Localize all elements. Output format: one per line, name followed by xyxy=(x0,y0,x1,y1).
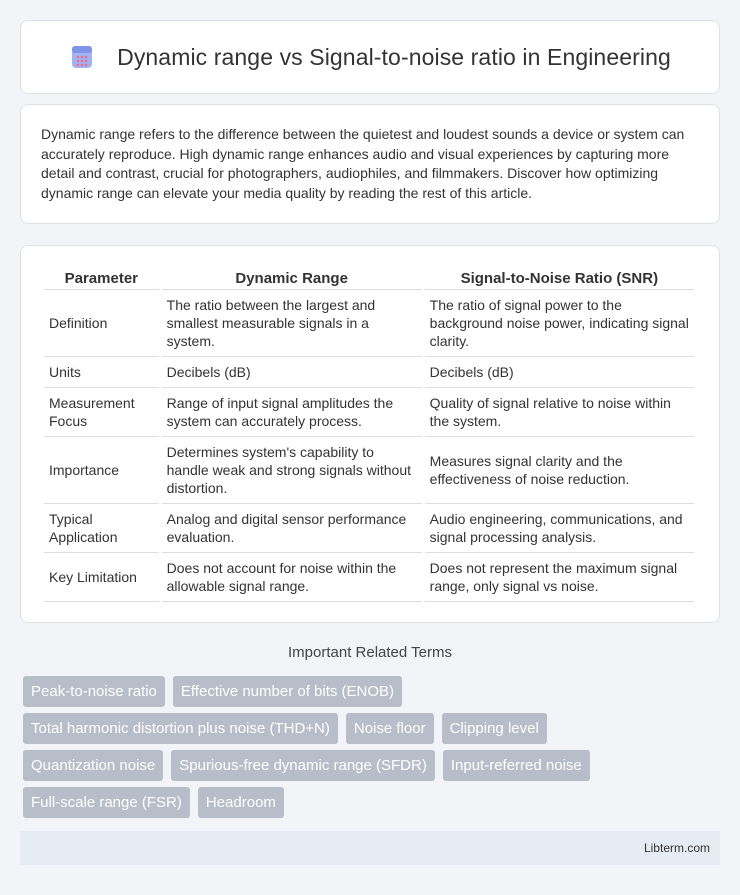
table-cell: The ratio between the largest and smallest measurable signals in a system. xyxy=(162,290,422,357)
column-header: Dynamic Range xyxy=(162,264,422,290)
related-term-tag[interactable]: Noise floor xyxy=(346,713,434,744)
related-term-tag[interactable]: Headroom xyxy=(198,787,284,818)
footer-brand-link[interactable]: Libterm.com xyxy=(643,841,710,855)
table-cell: Definition xyxy=(44,290,159,357)
table-cell: Units xyxy=(44,357,159,388)
related-term-tag[interactable]: Clipping level xyxy=(442,713,547,744)
table-cell: Measures signal clarity and the effectiveness of noise reduction. xyxy=(425,437,694,504)
tag-row xyxy=(23,713,723,744)
related-term-tag[interactable]: Input-referred noise xyxy=(443,750,590,781)
column-header: Parameter xyxy=(44,264,159,290)
footer xyxy=(20,831,720,865)
table-cell: Audio engineering, communications, and signal processing analysis. xyxy=(425,504,694,553)
table-cell: Does not represent the maximum signal range, only signal vs noise. xyxy=(425,553,694,602)
title-card xyxy=(20,20,720,94)
table-cell: Does not account for noise within the allowable signal range. xyxy=(162,553,422,602)
table-cell: Decibels (dB) xyxy=(162,357,422,388)
tag-row xyxy=(23,750,723,781)
tag-row xyxy=(23,787,723,818)
related-term-tag[interactable]: Full-scale range (FSR) xyxy=(23,787,190,818)
table-row xyxy=(44,553,694,602)
table-cell: Importance xyxy=(44,437,159,504)
intro-card xyxy=(20,104,720,224)
table-row xyxy=(44,290,694,357)
related-term-tag[interactable]: Total harmonic distortion plus noise (THD+N) xyxy=(23,713,338,744)
page-title: Dynamic range vs Signal-to-noise ratio in Engineering xyxy=(117,43,671,70)
related-term-tag[interactable]: Effective number of bits (ENOB) xyxy=(173,676,402,707)
table-row xyxy=(44,437,694,504)
related-term-tag[interactable]: Peak-to-noise ratio xyxy=(23,676,165,707)
related-term-tag[interactable]: Quantization noise xyxy=(23,750,163,781)
table-cell: Analog and digital sensor performance evaluation. xyxy=(162,504,422,553)
table-row xyxy=(44,357,694,388)
table-cell: Measurement Focus xyxy=(44,388,159,437)
table-cell: Key Limitation xyxy=(44,553,159,602)
related-term-tag[interactable]: Spurious-free dynamic range (SFDR) xyxy=(171,750,435,781)
table-cell: Range of input signal amplitudes the system can accurately process. xyxy=(162,388,422,437)
table-cell: Determines system's capability to handle weak and strong signals without distortion. xyxy=(162,437,422,504)
table-cell: Decibels (dB) xyxy=(425,357,694,388)
intro-text: Dynamic range refers to the difference between the quietest and loudest sounds a device or system can accurately reproduce. High dynamic range enhances audio and visual experiences by capturing more detail and contrast, crucial for photographers, audiophiles, and filmmakers. Discover how optimizing dynamic range can elevate your media quality by reading the rest of this article. xyxy=(41,126,685,201)
table-row xyxy=(44,504,694,553)
table-cell: The ratio of signal power to the background noise power, indicating signal clarity. xyxy=(425,290,694,357)
related-terms-title: Important Related Terms xyxy=(288,644,452,661)
table-cell: Typical Application xyxy=(44,504,159,553)
tag-row xyxy=(23,676,723,707)
column-header: Signal-to-Noise Ratio (SNR) xyxy=(425,264,694,290)
comparison-table xyxy=(41,264,697,602)
table-row xyxy=(44,388,694,437)
related-terms-list xyxy=(23,676,723,824)
comparison-table-card xyxy=(20,245,720,623)
table-header-row xyxy=(44,264,694,290)
table-cell: Quality of signal relative to noise within the system. xyxy=(425,388,694,437)
calculator-icon xyxy=(69,44,95,70)
